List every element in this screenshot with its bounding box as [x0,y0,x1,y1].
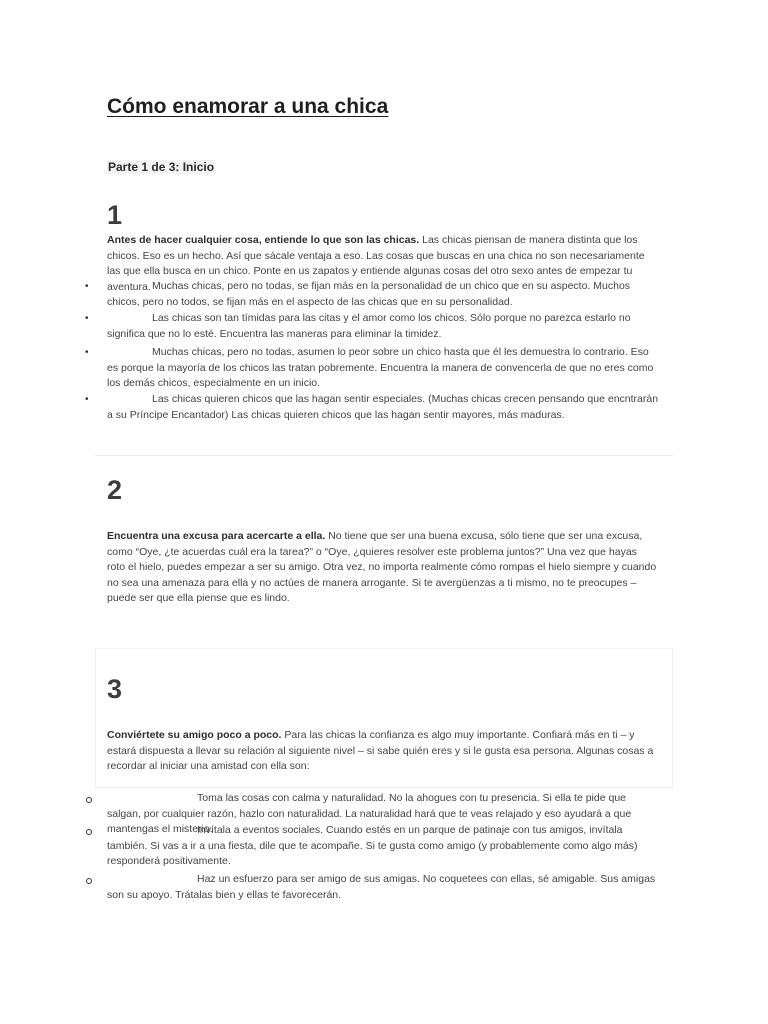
step-lead: Encuentra una excusa para acercarte a ella. [107,530,326,542]
circle-bullet-icon [86,797,92,803]
bullet-icon: • [85,313,89,324]
list-item: Muchas chicas, pero no todas, asumen lo peor sobre un chico hasta que él les demuestra lo contrario. Eso es porque la mayoría de los chicos las tratan pobremente. Encuentra la manera de convencerla de que no eres como los demás chicos, especialmente en un inicio. [107,346,654,390]
page-title: Cómo enamorar a una chica [107,95,389,118]
bullet-icon: • [85,347,89,358]
bullet-icon: • [85,394,89,405]
step-lead: Conviértete su amigo poco a poco. [107,729,282,741]
step-number: 1 [107,200,123,230]
circle-bullet-icon [86,829,92,835]
step-lead: Antes de hacer cualquier cosa, entiende lo que son las chicas. [107,234,420,246]
step-number: 3 [107,674,123,704]
list-item: Toma las cosas con calma y naturalidad. No la ahogues con tu presencia. Si ella te pide que salgan, por cualquier razón, hazlo con naturalidad. La naturalidad hará que te veas relajado y eso ayudará a que mantengas el misterio. [107,792,632,836]
part-heading: Parte 1 de 3: Inicio [108,160,215,174]
list-item: Muchas chicas, pero no todas, se fijan más en la personalidad de un chico que en su aspecto. Muchos chicos, pero no todos, se fijan más en el aspecto de las chicas que en su personalidad. [107,280,631,308]
step-text: Las chicas piensan de manera distinta que los chicos. Eso es un hecho. Así que sácale ventaja a eso. Las cosas que buscas en una chica no son necesariamente las que ella busca en un chico. Ponte en us zapatos y entiende algunas cosas del otro sexo antes de empezar tu aventura. [107,234,645,293]
section-divider [95,455,673,456]
step-text: No tiene que ser una buena excusa, sólo tiene que ser una excusa, como “Oye, ¿te acuerdas cuál era la tarea?” o “Oye, ¿quieres resolver este problema juntos?” Una vez que hayas roto el hielo, puedes empezar a ser su amigo. Otra vez, no importa realmente cómo rompas el hielo siempre y cuando no sea una amenaza para ella y no actúes de manera arrogante. Si te avergüenzas a ti mismo, no te preocupes – puede ser que ella piense que es lindo. [107,530,657,605]
circle-bullet-icon [86,878,92,884]
step-number: 2 [107,475,123,505]
list-item: Las chicas quieren chicos que las hagan sentir especiales. (Muchas chicas crecen pensando que encntrarán a su Príncipe Encantador) Las chicas quieren chicos que las hagan sentir mayores, más maduras. [107,393,659,421]
list-item: Invítala a eventos sociales. Cuando estés en un parque de patinaje con tus amigos, invítala también. Si vas a ir a una fiesta, dile que te acompañe. Si te gusta como amigo (y probablemente como algo más) responderá positivamente. [107,824,638,868]
list-item: Haz un esfuerzo para ser amigo de sus amigas. No coquetees con ellas, sé amigable. Sus amigas son su apoyo. Trátalas bien y ellas te favorecerán. [107,873,656,901]
step-paragraph [107,529,657,607]
step-text: Para las chicas la confianza es algo muy importante. Confiará más en ti – y estará dispuesta a llevar su relación al siguiente nivel – si sabe quién eres y si le gusta esa persona. Algunas cosas a recordar al iniciar una amistad con ella son: [107,729,654,773]
list-item: Las chicas son tan tímidas para las citas y el amor como los chicos. Sólo porque no parezca estarlo no significa que no lo esté. Encuentra las maneras para eliminar la timidez. [107,312,631,340]
bullet-icon: • [85,281,89,292]
step-paragraph [107,728,657,775]
